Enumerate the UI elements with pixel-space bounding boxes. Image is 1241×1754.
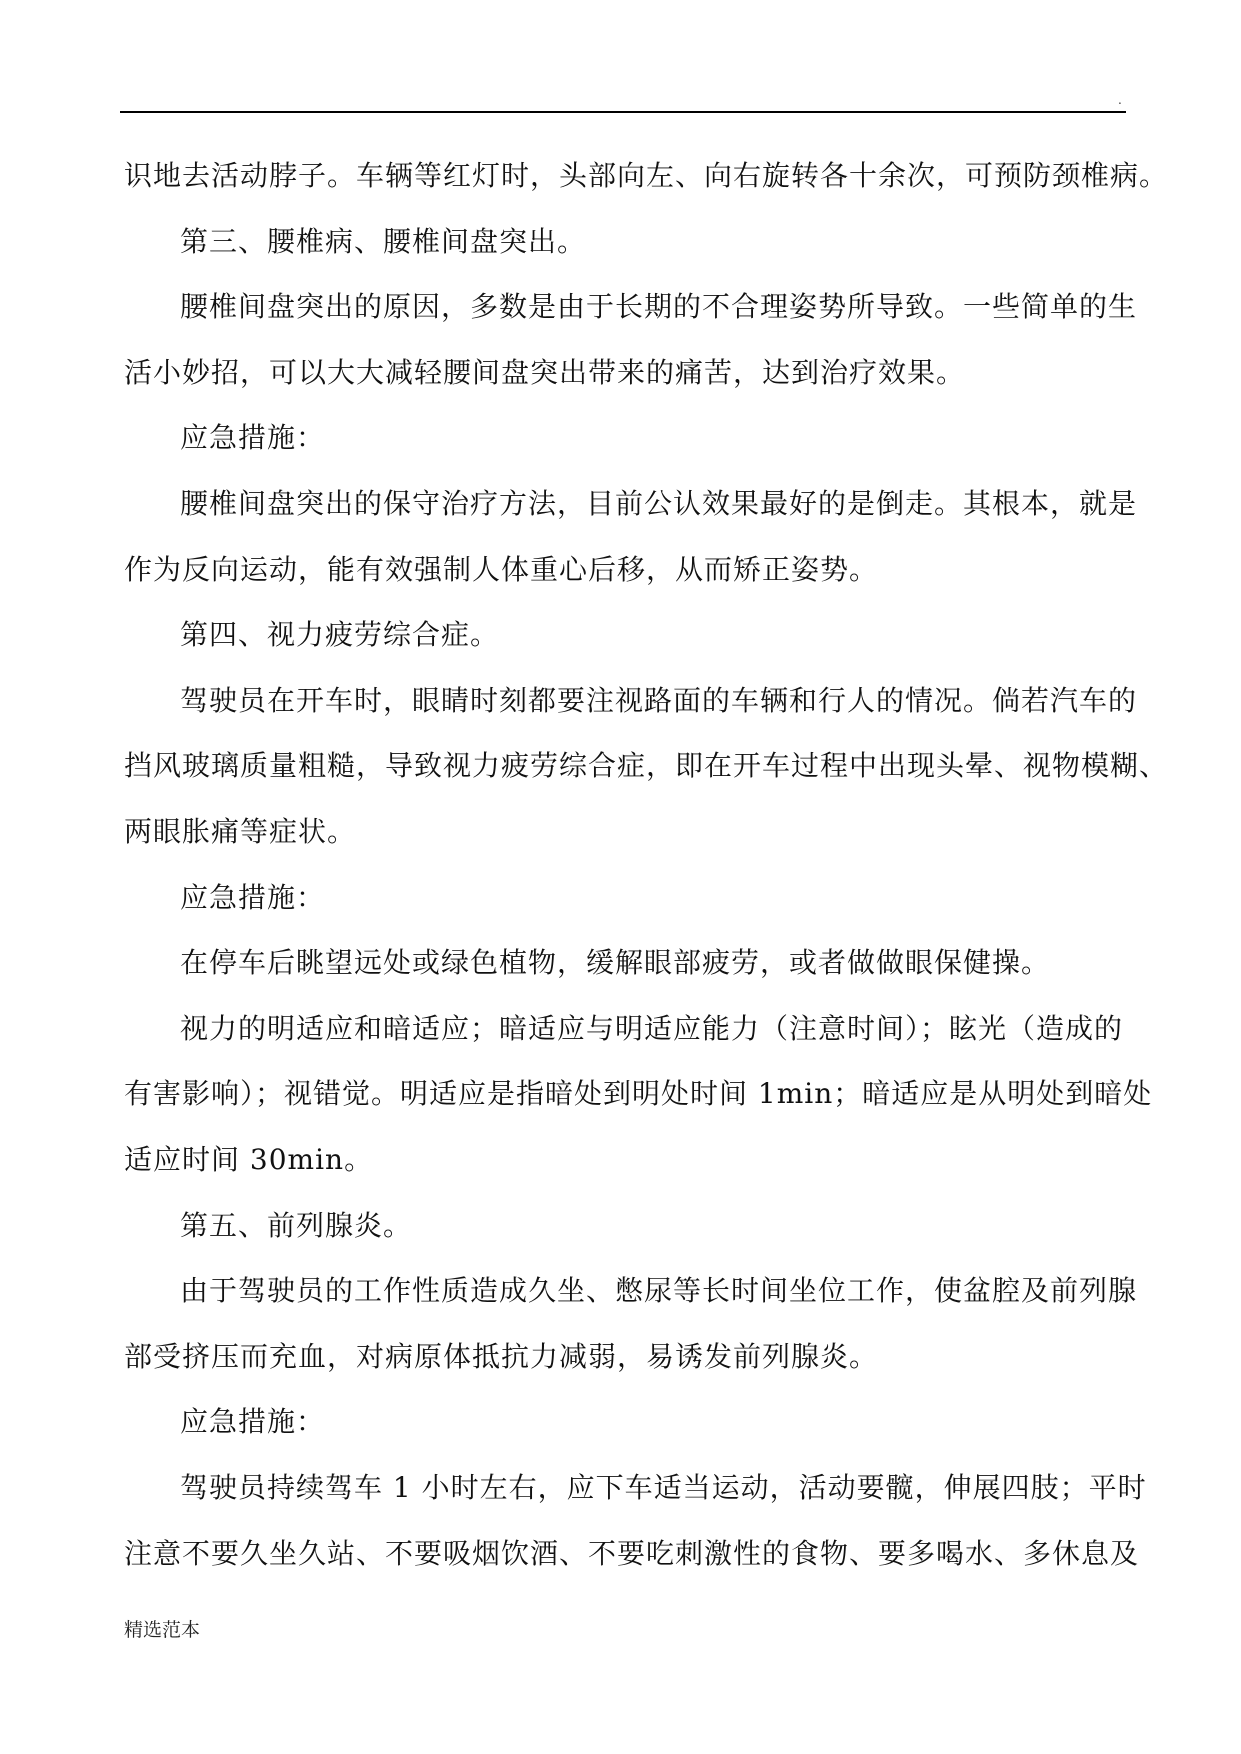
text-line: 腰椎间盘突出的原因，多数是由于长期的不合理姿势所导致。一些简单的生 xyxy=(180,290,1138,324)
text-line: 两眼胀痛等症状。 xyxy=(124,815,357,848)
text-line: 有害影响）；视错觉。明适应是指暗处到明处时间 1min；暗适应是从明处到暗处 xyxy=(124,1077,1153,1111)
text-line: 腰椎间盘突出的保守治疗方法，目前公认效果最好的是倒走。其根本，就是 xyxy=(180,487,1138,520)
text-line: 由于驾驶员的工作性质造成久坐、憋尿等长时间坐位工作，使盆腔及前列腺 xyxy=(180,1274,1138,1308)
text-line: 视力的明适应和暗适应；暗适应与明适应能力（注意时间）；眩光（造成的 xyxy=(180,1011,1124,1045)
text-line: 部受挤压而充血，对病原体抵抗力减弱，易诱发前列腺炎。 xyxy=(124,1339,879,1373)
text-line: 挡风玻璃质量粗糙，导致视力疲劳综合症，即在开车过程中出现头晕、视物模糊、 xyxy=(124,749,1169,783)
header-mark: . xyxy=(1118,93,1122,107)
footer-label: 精选范本 xyxy=(124,1619,201,1641)
text-line: 第五、前列腺炎。 xyxy=(180,1208,413,1242)
text-line: 识地去活动脖子。车辆等红灯时，头部向左、向右旋转各十余次，可预防颈椎病。 xyxy=(124,159,1169,192)
text-line: 适应时间 30min。 xyxy=(124,1143,374,1176)
text-line: 第四、视力疲劳综合症。 xyxy=(180,618,500,652)
text-line: 在停车后眺望远处或绿色植物，缓解眼部疲劳，或者做做眼保健操。 xyxy=(180,946,1051,980)
text-line: 驾驶员在开车时，眼睛时刻都要注视路面的车辆和行人的情况。倘若汽车的 xyxy=(180,683,1138,717)
text-line: 驾驶员持续驾车 1 小时左右，应下车适当运动，活动要髋，伸展四肢；平时 xyxy=(180,1471,1147,1504)
text-line: 作为反向运动，能有效强制人体重心后移，从而矫正姿势。 xyxy=(124,552,879,586)
header-rule xyxy=(120,111,1126,113)
text-line: 第三、腰椎病、腰椎间盘突出。 xyxy=(180,224,587,258)
text-line: 应急措施： xyxy=(180,421,326,455)
text-line: 应急措施： xyxy=(180,880,326,914)
text-line: 应急措施： xyxy=(180,1405,326,1439)
text-line: 活小妙招，可以大大减轻腰间盘突出带来的痛苦，达到治疗效果。 xyxy=(124,355,966,389)
text-line: 注意不要久坐久站、不要吸烟饮酒、不要吃刺激性的食物、要多喝水、多休息及 xyxy=(124,1536,1140,1570)
